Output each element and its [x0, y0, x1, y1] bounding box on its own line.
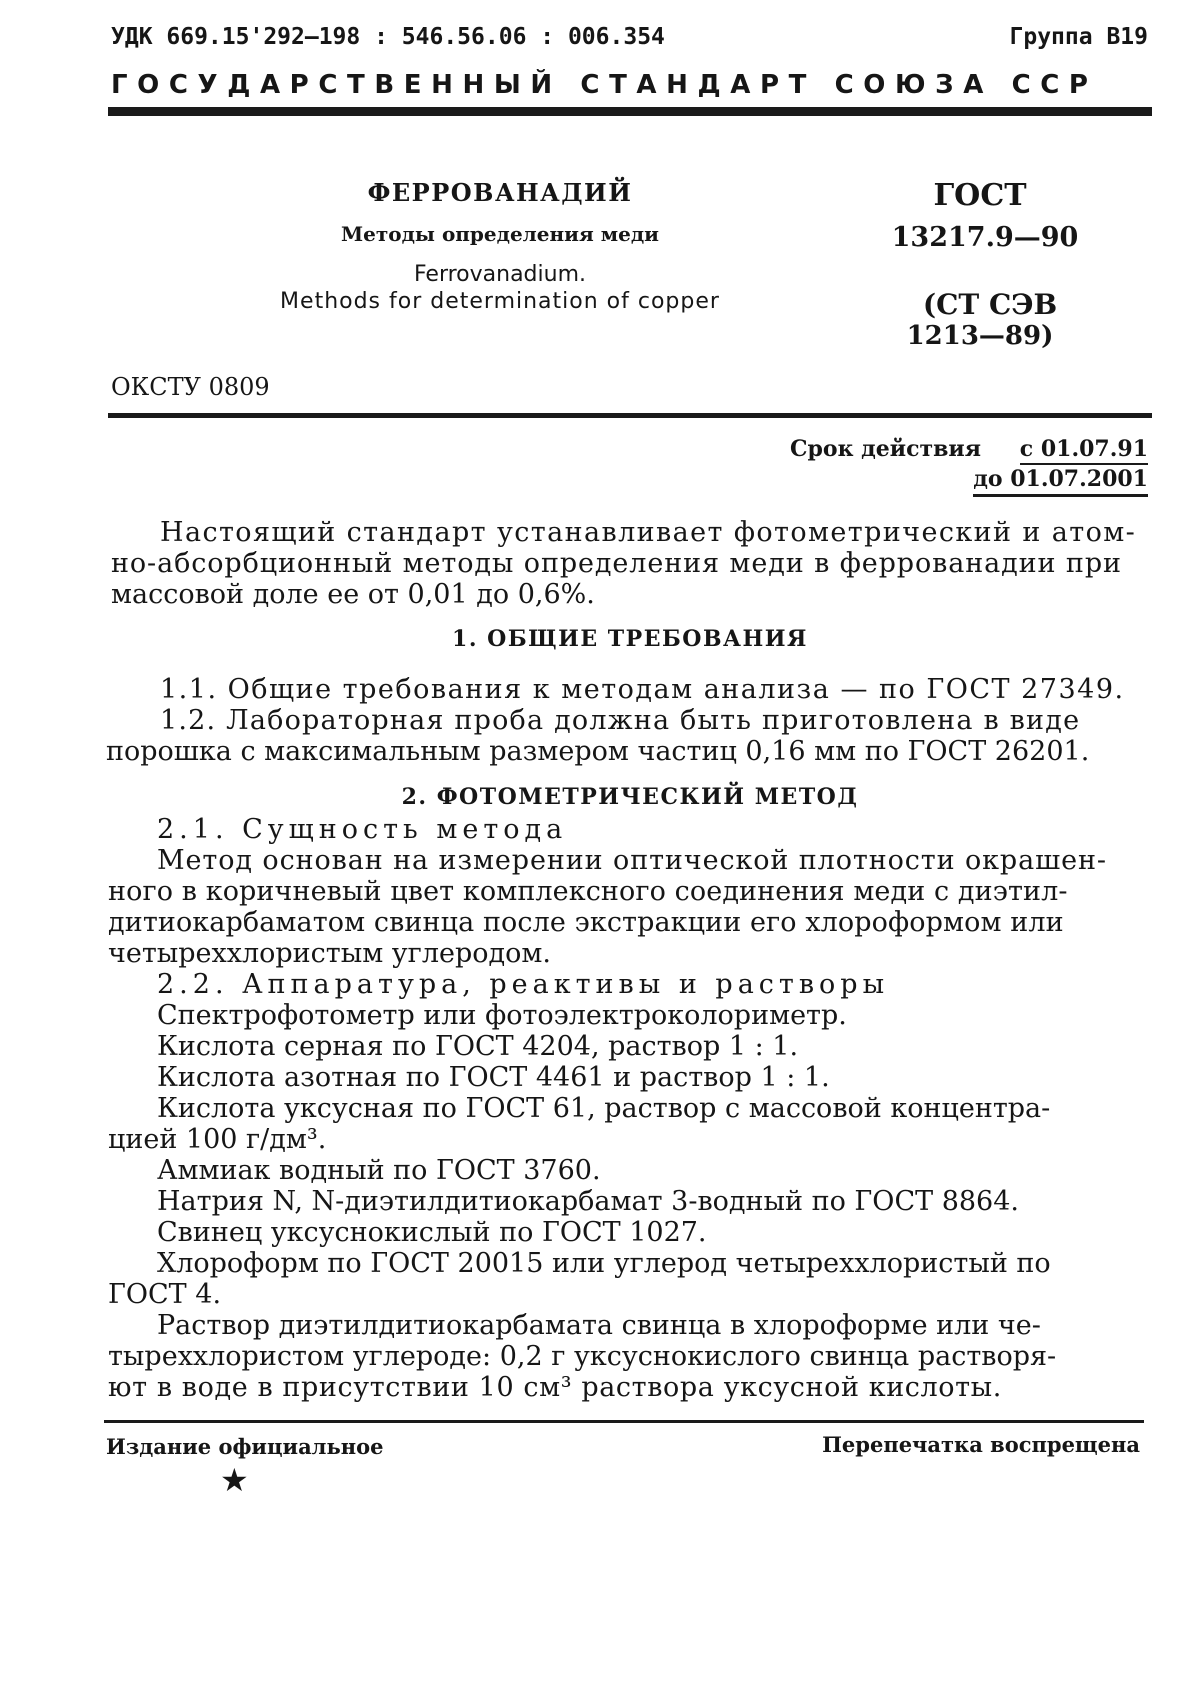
s21-line-4: четыреххлористым углеродом.	[108, 938, 551, 969]
s21-line-3: дитиокарбаматом свинца после экстракции его хлороформом или	[108, 907, 1064, 938]
title-ru: ФЕРРОВАНАДИЙ	[367, 178, 633, 207]
s22-line-9: Хлороформ по ГОСТ 20015 или углерод четыреххлористый по	[157, 1248, 1051, 1279]
st-sev-line-1: (СТ СЭВ	[922, 288, 1058, 321]
subtitle-en: Methods for determination of copper	[280, 289, 720, 314]
footer-rule	[104, 1420, 1144, 1423]
header-rule	[108, 107, 1152, 116]
group-code: Группа В19	[1009, 24, 1148, 50]
subtitle-ru: Методы определения меди	[341, 222, 659, 246]
s22-line-11: Раствор диэтилдитиокарбамата свинца в хлороформе или че-	[157, 1310, 1041, 1341]
validity-from: с 01.07.91	[1020, 436, 1148, 465]
subsection-2-1-title: 2.1. Сущность метода	[157, 814, 568, 845]
s21-line-2: ного в коричневый цвет комплексного соединения меди с диэтил-	[108, 876, 1068, 907]
section-2-title: 2. ФОТОМЕТРИЧЕСКИЙ МЕТОД	[401, 784, 859, 810]
s22-line-8: Свинец уксуснокислый по ГОСТ 1027.	[157, 1217, 707, 1248]
reprint-prohibited: Перепечатка воспрещена	[822, 1432, 1140, 1457]
s22-line-10: ГОСТ 4.	[108, 1279, 222, 1310]
s22-line-4: Кислота уксусная по ГОСТ 61, раствор с массовой концентра-	[157, 1093, 1051, 1124]
okstu-code: ОКСТУ 0809	[111, 373, 270, 401]
star-icon: ★	[220, 1461, 249, 1499]
s22-line-7: Натрия N, N-диэтилдитиокарбамат 3-водный по ГОСТ 8864.	[157, 1186, 1019, 1217]
intro-line-2: но-абсорбционный методы определения меди в феррованадии при	[111, 548, 1122, 579]
section-1-line-1: 1.1. Общие требования к методам анализа — по ГОСТ 27349.	[160, 674, 1125, 705]
st-sev-line-2: 1213—89)	[906, 321, 1054, 351]
s22-line-13: ют в воде в присутствии 10 см³ раствора уксусной кислоты.	[108, 1372, 1002, 1403]
intro-line-1: Настоящий стандарт устанавливает фотометрический и атом-	[160, 517, 1137, 548]
section-1-line-3: порошка с максимальным размером частиц 0,16 мм по ГОСТ 26201.	[106, 736, 1090, 767]
gost-label: ГОСТ	[933, 178, 1027, 213]
validity-to: до 01.07.2001	[973, 466, 1148, 497]
intro-line-3: массовой доле ее от 0,01 до 0,6%.	[111, 579, 595, 610]
subsection-2-2-title: 2.2. Аппаратура, реактивы и растворы	[157, 969, 890, 1000]
title-en: Ferrovanadium.	[413, 262, 587, 287]
gost-number: 13217.9—90	[891, 222, 1079, 253]
title-rule	[108, 413, 1152, 418]
edition-official: Издание официальное	[106, 1434, 384, 1459]
s22-line-6: Аммиак водный по ГОСТ 3760.	[157, 1155, 601, 1186]
s21-line-1: Метод основан на измерении оптической плотности окрашен-	[157, 845, 1107, 876]
s22-line-2: Кислота серная по ГОСТ 4204, раствор 1 : 1.	[157, 1031, 799, 1062]
udk-code: УДК 669.15'292—198 : 546.56.06 : 006.354	[111, 24, 665, 50]
section-1-line-2: 1.2. Лабораторная проба должна быть приготовлена в виде	[160, 705, 1081, 736]
state-standard-banner: ГОСУДАРСТВЕННЫЙ СТАНДАРТ СОЮЗА ССР	[111, 70, 1098, 100]
s22-line-5: цией 100 г/дм³.	[108, 1124, 327, 1155]
section-1-title: 1. ОБЩИЕ ТРЕБОВАНИЯ	[452, 626, 808, 652]
s22-line-1: Спектрофотометр или фотоэлектроколориметр.	[157, 1000, 847, 1031]
validity-label: Срок действия	[790, 436, 981, 462]
s22-line-3: Кислота азотная по ГОСТ 4461 и раствор 1 : 1.	[157, 1062, 830, 1093]
s22-line-12: тыреххлористом углероде: 0,2 г уксуснокислого свинца растворя-	[108, 1341, 1057, 1372]
